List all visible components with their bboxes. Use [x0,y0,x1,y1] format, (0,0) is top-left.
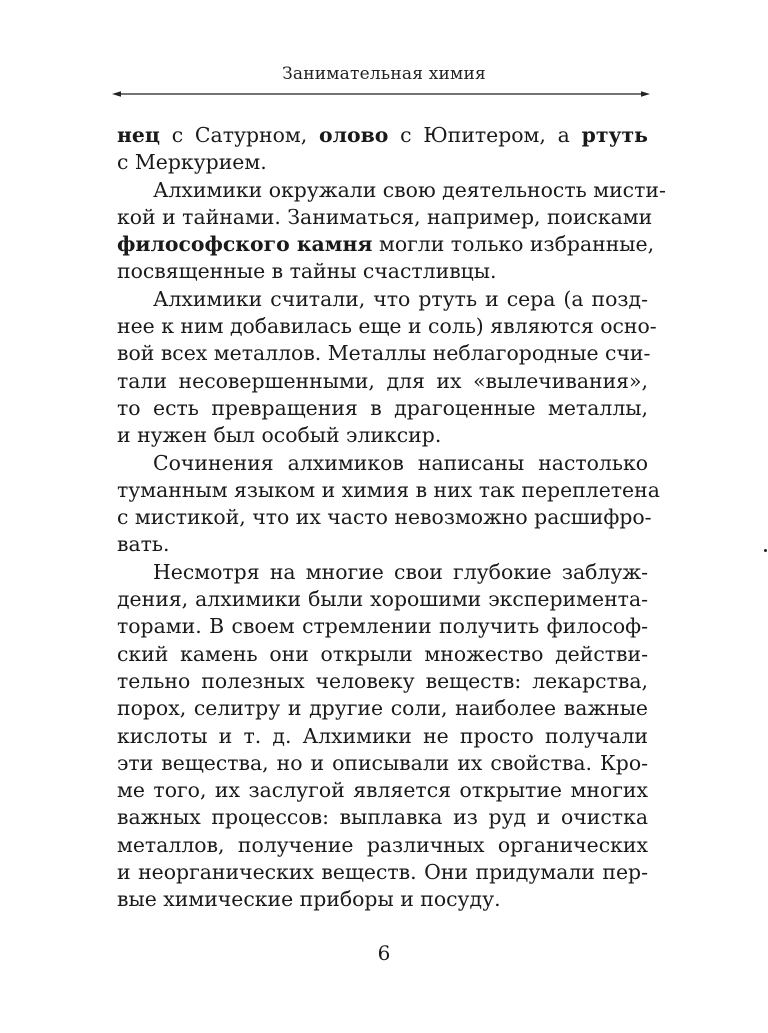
text-segment: туманным языком и химия в них так переплетена [117,477,660,502]
text-segment: с Юпитером, а [388,123,582,147]
text-segment: то есть превращения в драгоценные металлы, [117,395,648,420]
text-line [117,559,648,586]
text-line [117,286,648,313]
text-segment: важных процессов: выплавка из руд и очистка [117,805,648,830]
text-line [117,313,657,340]
text-segment: посвященные в тайны счастливцы. [117,259,497,284]
text-line [117,641,648,668]
text-segment: с мистикой, что их часто невозможно расшифро- [117,505,652,530]
text-segment: с Меркурием. [117,150,267,175]
text-segment: ский камень они открыли множество действи- [117,641,648,666]
text-line [117,422,648,449]
bold-term: нец [117,123,160,147]
text-segment: Алхимики считали, что ртуть и сера (а позд- [153,286,648,311]
text-segment: торами. В своем стремлении получить философ- [117,614,648,639]
text-segment: дения, алхимики были хорошими эксперимента- [117,587,648,612]
text-segment: Алхимики окружали свою деятельность мисти- [153,177,666,202]
text-line [117,231,655,258]
text-segment: вать. [117,532,170,557]
page-number: 6 [377,941,391,965]
text-segment: нее к ним добавилась еще и соль) являются осно- [117,314,657,339]
text-line [117,886,648,913]
text-line [117,777,648,804]
text-line [117,804,648,831]
bold-term: философского камня [117,232,373,257]
body-text [117,122,666,914]
text-line [117,531,648,558]
text-segment: тельно полезных человеку веществ: лекарства, [117,668,648,693]
text-line [117,177,666,204]
text-line [117,122,648,149]
text-line [117,450,648,477]
text-line [117,668,648,695]
text-segment: и нужен был особый эликсир. [117,423,442,448]
text-line [117,258,648,285]
text-segment: Сочинения алхимиков написаны настолько [153,450,648,475]
text-segment: ме того, их заслугой является открытие многих [117,778,648,803]
text-segment: Несмотря на многие свои глубокие заблуж- [153,559,648,584]
text-segment: металлов, получение различных органических [117,832,648,857]
bold-term: ртуть [581,123,648,147]
text-line [117,395,648,422]
text-segment: кислоты и т. д. Алхимики не просто получали [117,723,648,748]
text-line [117,586,648,613]
text-segment: с Сатурном, [159,123,320,147]
margin-mark [764,549,767,552]
text-segment: и неорганических веществ. Они придумали пер- [117,860,648,885]
text-line [117,340,651,367]
text-segment: тали несовершенными, для их «вылечивания», [117,368,648,393]
text-line [117,613,648,640]
text-line [117,149,648,176]
text-line [117,723,648,750]
text-line [117,859,648,886]
header-rule [112,88,650,100]
text-line [117,695,648,722]
text-segment: порох, селитру и другие соли, наиболее важные [117,696,648,721]
text-segment: кой и тайнами. Заниматься, например, поисками [117,204,653,229]
text-line [117,204,653,231]
text-line [117,832,648,859]
text-line [117,368,648,395]
bold-term: олово [319,123,389,147]
running-head: Занимательная химия [282,64,486,84]
text-segment: эти вещества, но и описывали их свойства. Кро- [117,750,648,775]
text-segment: вые химические приборы и посуду. [117,887,501,912]
text-line [117,750,648,777]
text-line [117,477,660,504]
text-segment: вой всех металлов. Металлы неблагородные счи- [117,341,651,366]
text-segment: могли только избранные, [372,232,655,257]
text-line [117,504,652,531]
